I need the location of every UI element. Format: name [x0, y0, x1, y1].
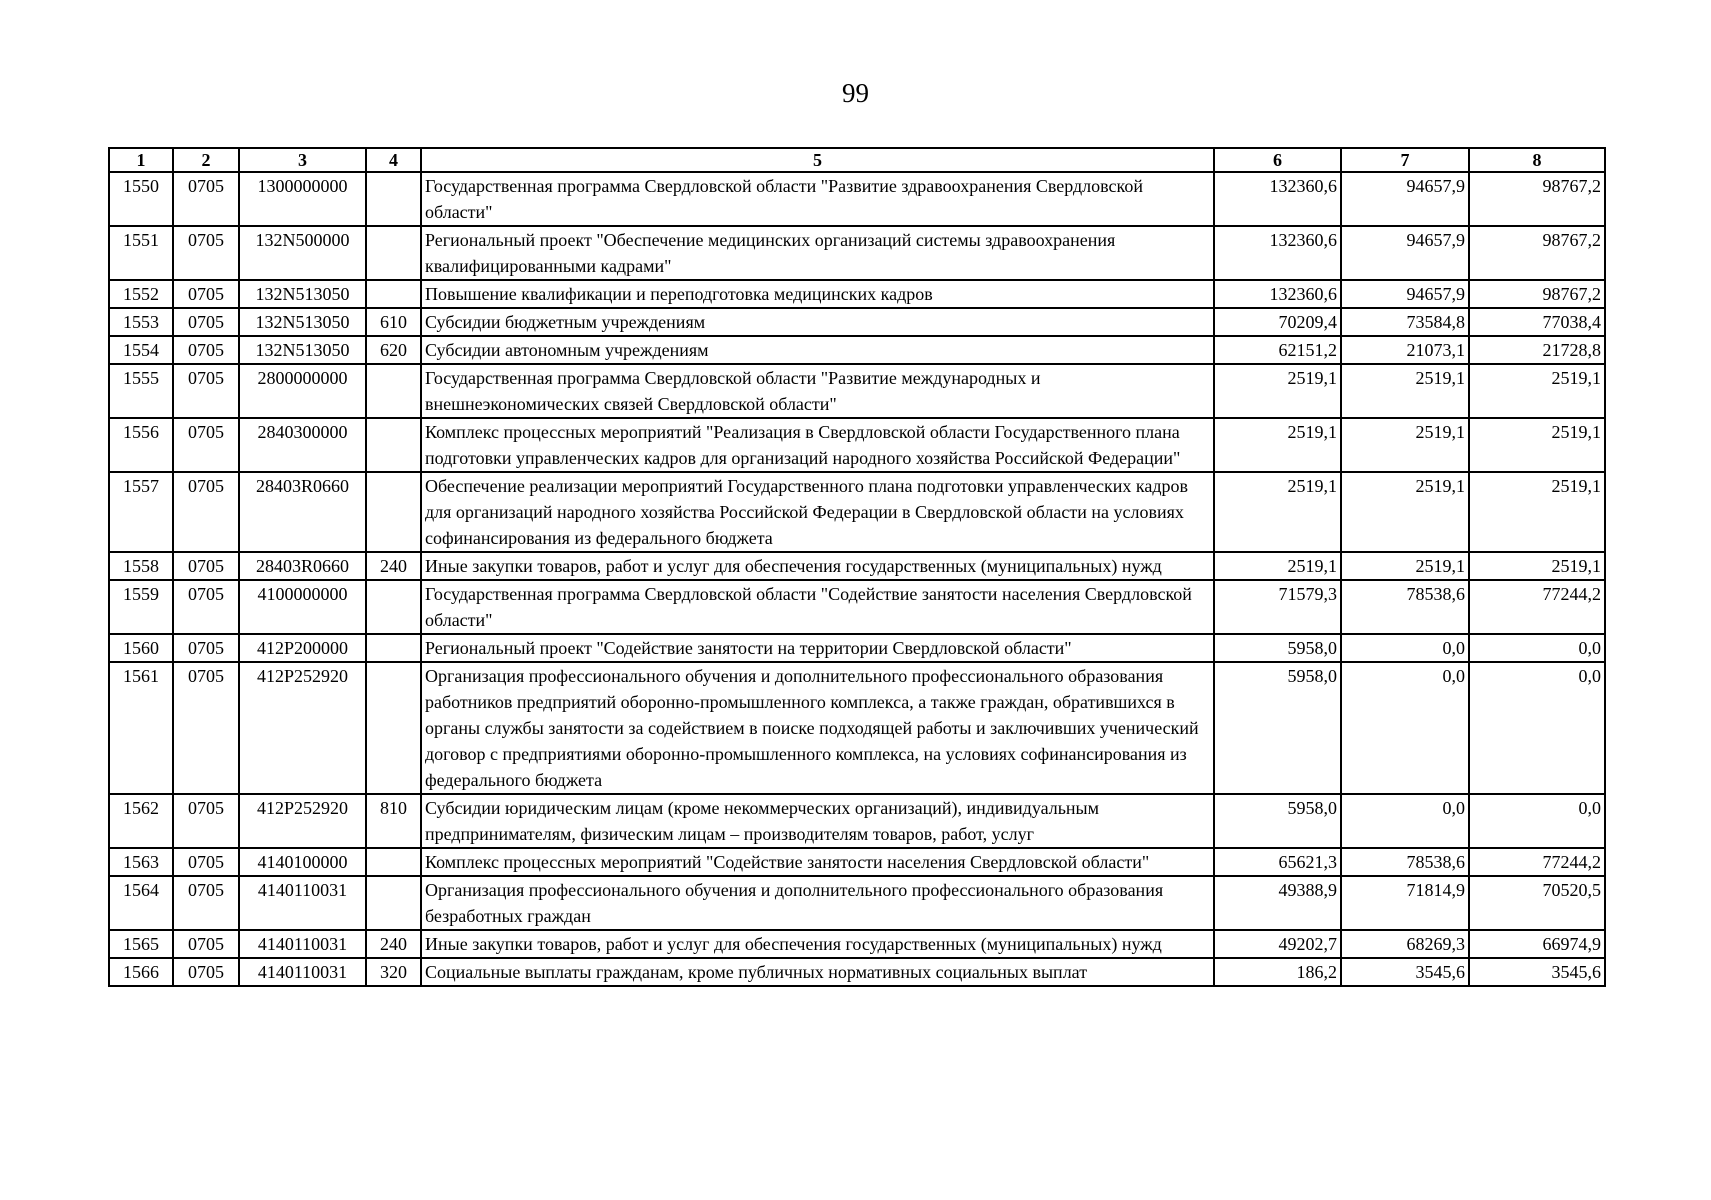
column-header: 2	[173, 148, 239, 172]
section-code-cell: 0705	[173, 580, 239, 634]
amount-year-2-cell: 94657,9	[1341, 172, 1469, 226]
expense-type-cell	[366, 364, 421, 418]
amount-year-3-cell: 77038,4	[1469, 308, 1605, 336]
expense-type-cell	[366, 226, 421, 280]
section-code-cell: 0705	[173, 848, 239, 876]
target-article-cell: 4140110031	[239, 958, 366, 986]
amount-year-1-cell: 2519,1	[1214, 552, 1341, 580]
amount-year-2-cell: 0,0	[1341, 794, 1469, 848]
table-row	[109, 226, 1605, 280]
target-article-cell: 412P200000	[239, 634, 366, 662]
row-number-cell: 1553	[109, 308, 173, 336]
row-number-cell: 1554	[109, 336, 173, 364]
target-article-cell: 28403R0660	[239, 552, 366, 580]
table-row	[109, 308, 1605, 336]
expense-type-cell	[366, 418, 421, 472]
amount-year-1-cell: 5958,0	[1214, 634, 1341, 662]
table-row	[109, 794, 1605, 848]
budget-table	[108, 147, 1606, 987]
amount-year-3-cell: 0,0	[1469, 662, 1605, 794]
row-number-cell: 1558	[109, 552, 173, 580]
amount-year-2-cell: 68269,3	[1341, 930, 1469, 958]
table-row	[109, 418, 1605, 472]
section-code-cell: 0705	[173, 876, 239, 930]
amount-year-2-cell: 2519,1	[1341, 472, 1469, 552]
column-header: 6	[1214, 148, 1341, 172]
amount-year-1-cell: 132360,6	[1214, 172, 1341, 226]
description-cell: Субсидии бюджетным учреждениям	[421, 308, 1214, 336]
expense-type-cell: 240	[366, 552, 421, 580]
table-row	[109, 634, 1605, 662]
expense-type-cell	[366, 172, 421, 226]
section-code-cell: 0705	[173, 172, 239, 226]
row-number-cell: 1556	[109, 418, 173, 472]
amount-year-1-cell: 2519,1	[1214, 418, 1341, 472]
amount-year-1-cell: 62151,2	[1214, 336, 1341, 364]
amount-year-2-cell: 73584,8	[1341, 308, 1469, 336]
section-code-cell: 0705	[173, 472, 239, 552]
description-cell: Социальные выплаты гражданам, кроме публичных нормативных социальных выплат	[421, 958, 1214, 986]
row-number-cell: 1565	[109, 930, 173, 958]
section-code-cell: 0705	[173, 418, 239, 472]
amount-year-3-cell: 2519,1	[1469, 418, 1605, 472]
amount-year-1-cell: 71579,3	[1214, 580, 1341, 634]
header-row	[109, 148, 1605, 172]
amount-year-3-cell: 98767,2	[1469, 172, 1605, 226]
section-code-cell: 0705	[173, 280, 239, 308]
description-cell: Организация профессионального обучения и дополнительного профессионального образования работников предприятий оборонно-промышленного комплекса, а также граждан, обратившихся в органы службы занятости за содействием в поиске подходящей работы и заключивших ученический договор с предприятиями оборонно-промышленного комплекса, на условиях софинансирования из федерального бюджета	[421, 662, 1214, 794]
description-cell: Субсидии юридическим лицам (кроме некоммерческих организаций), индивидуальным предпринимателям, физическим лицам – производителям товаров, работ, услуг	[421, 794, 1214, 848]
section-code-cell: 0705	[173, 930, 239, 958]
amount-year-2-cell: 0,0	[1341, 634, 1469, 662]
expense-type-cell: 320	[366, 958, 421, 986]
row-number-cell: 1555	[109, 364, 173, 418]
amount-year-1-cell: 65621,3	[1214, 848, 1341, 876]
target-article-cell: 4140110031	[239, 876, 366, 930]
amount-year-2-cell: 94657,9	[1341, 226, 1469, 280]
column-header: 7	[1341, 148, 1469, 172]
row-number-cell: 1560	[109, 634, 173, 662]
amount-year-1-cell: 49388,9	[1214, 876, 1341, 930]
amount-year-2-cell: 78538,6	[1341, 580, 1469, 634]
table-body	[109, 172, 1605, 986]
amount-year-1-cell: 2519,1	[1214, 364, 1341, 418]
row-number-cell: 1551	[109, 226, 173, 280]
amount-year-2-cell: 21073,1	[1341, 336, 1469, 364]
description-cell: Комплекс процессных мероприятий "Содействие занятости населения Свердловской области"	[421, 848, 1214, 876]
expense-type-cell	[366, 472, 421, 552]
description-cell: Государственная программа Свердловской области "Содействие занятости населения Свердловской области"	[421, 580, 1214, 634]
target-article-cell: 132N513050	[239, 336, 366, 364]
expense-type-cell	[366, 876, 421, 930]
amount-year-3-cell: 98767,2	[1469, 280, 1605, 308]
amount-year-3-cell: 0,0	[1469, 634, 1605, 662]
row-number-cell: 1557	[109, 472, 173, 552]
target-article-cell: 412P252920	[239, 662, 366, 794]
section-code-cell: 0705	[173, 958, 239, 986]
amount-year-3-cell: 98767,2	[1469, 226, 1605, 280]
amount-year-1-cell: 49202,7	[1214, 930, 1341, 958]
amount-year-2-cell: 94657,9	[1341, 280, 1469, 308]
target-article-cell: 132N513050	[239, 280, 366, 308]
row-number-cell: 1566	[109, 958, 173, 986]
row-number-cell: 1552	[109, 280, 173, 308]
amount-year-2-cell: 2519,1	[1341, 418, 1469, 472]
expense-type-cell: 810	[366, 794, 421, 848]
column-header: 8	[1469, 148, 1605, 172]
section-code-cell: 0705	[173, 662, 239, 794]
target-article-cell: 4140110031	[239, 930, 366, 958]
table-row	[109, 848, 1605, 876]
table-row	[109, 580, 1605, 634]
amount-year-3-cell: 21728,8	[1469, 336, 1605, 364]
expense-type-cell	[366, 848, 421, 876]
section-code-cell: 0705	[173, 634, 239, 662]
amount-year-2-cell: 2519,1	[1341, 364, 1469, 418]
amount-year-1-cell: 70209,4	[1214, 308, 1341, 336]
expense-type-cell: 610	[366, 308, 421, 336]
description-cell: Региональный проект "Содействие занятости на территории Свердловской области"	[421, 634, 1214, 662]
expense-type-cell	[366, 662, 421, 794]
table-row	[109, 172, 1605, 226]
description-cell: Иные закупки товаров, работ и услуг для обеспечения государственных (муниципальных) нужд	[421, 930, 1214, 958]
description-cell: Повышение квалификации и переподготовка медицинских кадров	[421, 280, 1214, 308]
section-code-cell: 0705	[173, 226, 239, 280]
row-number-cell: 1559	[109, 580, 173, 634]
target-article-cell: 132N500000	[239, 226, 366, 280]
amount-year-3-cell: 70520,5	[1469, 876, 1605, 930]
expense-type-cell	[366, 580, 421, 634]
target-article-cell: 4140100000	[239, 848, 366, 876]
amount-year-2-cell: 3545,6	[1341, 958, 1469, 986]
description-cell: Организация профессионального обучения и дополнительного профессионального образования безработных граждан	[421, 876, 1214, 930]
amount-year-2-cell: 78538,6	[1341, 848, 1469, 876]
target-article-cell: 2840300000	[239, 418, 366, 472]
amount-year-1-cell: 132360,6	[1214, 280, 1341, 308]
description-cell: Комплекс процессных мероприятий "Реализация в Свердловской области Государственного плана подготовки управленческих кадров для организаций народного хозяйства Российской Федерации"	[421, 418, 1214, 472]
column-header: 5	[421, 148, 1214, 172]
section-code-cell: 0705	[173, 308, 239, 336]
expense-type-cell	[366, 280, 421, 308]
amount-year-2-cell: 71814,9	[1341, 876, 1469, 930]
row-number-cell: 1564	[109, 876, 173, 930]
expense-type-cell	[366, 634, 421, 662]
amount-year-3-cell: 66974,9	[1469, 930, 1605, 958]
amount-year-3-cell: 77244,2	[1469, 848, 1605, 876]
target-article-cell: 412P252920	[239, 794, 366, 848]
expense-type-cell: 240	[366, 930, 421, 958]
amount-year-1-cell: 186,2	[1214, 958, 1341, 986]
amount-year-3-cell: 2519,1	[1469, 364, 1605, 418]
table-row	[109, 472, 1605, 552]
section-code-cell: 0705	[173, 336, 239, 364]
row-number-cell: 1550	[109, 172, 173, 226]
amount-year-3-cell: 2519,1	[1469, 552, 1605, 580]
target-article-cell: 132N513050	[239, 308, 366, 336]
target-article-cell: 28403R0660	[239, 472, 366, 552]
amount-year-3-cell: 0,0	[1469, 794, 1605, 848]
table-row	[109, 336, 1605, 364]
section-code-cell: 0705	[173, 552, 239, 580]
row-number-cell: 1562	[109, 794, 173, 848]
description-cell: Региональный проект "Обеспечение медицинских организаций системы здравоохранения квалифицированными кадрами"	[421, 226, 1214, 280]
table-row	[109, 364, 1605, 418]
amount-year-3-cell: 3545,6	[1469, 958, 1605, 986]
column-header: 4	[366, 148, 421, 172]
description-cell: Государственная программа Свердловской области "Развитие здравоохранения Свердловской области"	[421, 172, 1214, 226]
section-code-cell: 0705	[173, 364, 239, 418]
description-cell: Иные закупки товаров, работ и услуг для обеспечения государственных (муниципальных) нужд	[421, 552, 1214, 580]
table-row	[109, 958, 1605, 986]
table-row	[109, 552, 1605, 580]
table-row	[109, 930, 1605, 958]
target-article-cell: 2800000000	[239, 364, 366, 418]
amount-year-3-cell: 77244,2	[1469, 580, 1605, 634]
description-cell: Обеспечение реализации мероприятий Государственного плана подготовки управленческих кадров для организаций народного хозяйства Российской Федерации в Свердловской области на условиях софинансирования из федерального бюджета	[421, 472, 1214, 552]
column-header: 1	[109, 148, 173, 172]
table-row	[109, 280, 1605, 308]
description-cell: Государственная программа Свердловской области "Развитие международных и внешнеэкономических связей Свердловской области"	[421, 364, 1214, 418]
amount-year-2-cell: 2519,1	[1341, 552, 1469, 580]
description-cell: Субсидии автономным учреждениям	[421, 336, 1214, 364]
table-row	[109, 876, 1605, 930]
amount-year-1-cell: 132360,6	[1214, 226, 1341, 280]
amount-year-3-cell: 2519,1	[1469, 472, 1605, 552]
table-row	[109, 662, 1605, 794]
row-number-cell: 1561	[109, 662, 173, 794]
row-number-cell: 1563	[109, 848, 173, 876]
column-header: 3	[239, 148, 366, 172]
amount-year-1-cell: 5958,0	[1214, 662, 1341, 794]
target-article-cell: 4100000000	[239, 580, 366, 634]
amount-year-1-cell: 5958,0	[1214, 794, 1341, 848]
target-article-cell: 1300000000	[239, 172, 366, 226]
amount-year-2-cell: 0,0	[1341, 662, 1469, 794]
expense-type-cell: 620	[366, 336, 421, 364]
amount-year-1-cell: 2519,1	[1214, 472, 1341, 552]
page-number: 99	[842, 78, 869, 108]
section-code-cell: 0705	[173, 794, 239, 848]
